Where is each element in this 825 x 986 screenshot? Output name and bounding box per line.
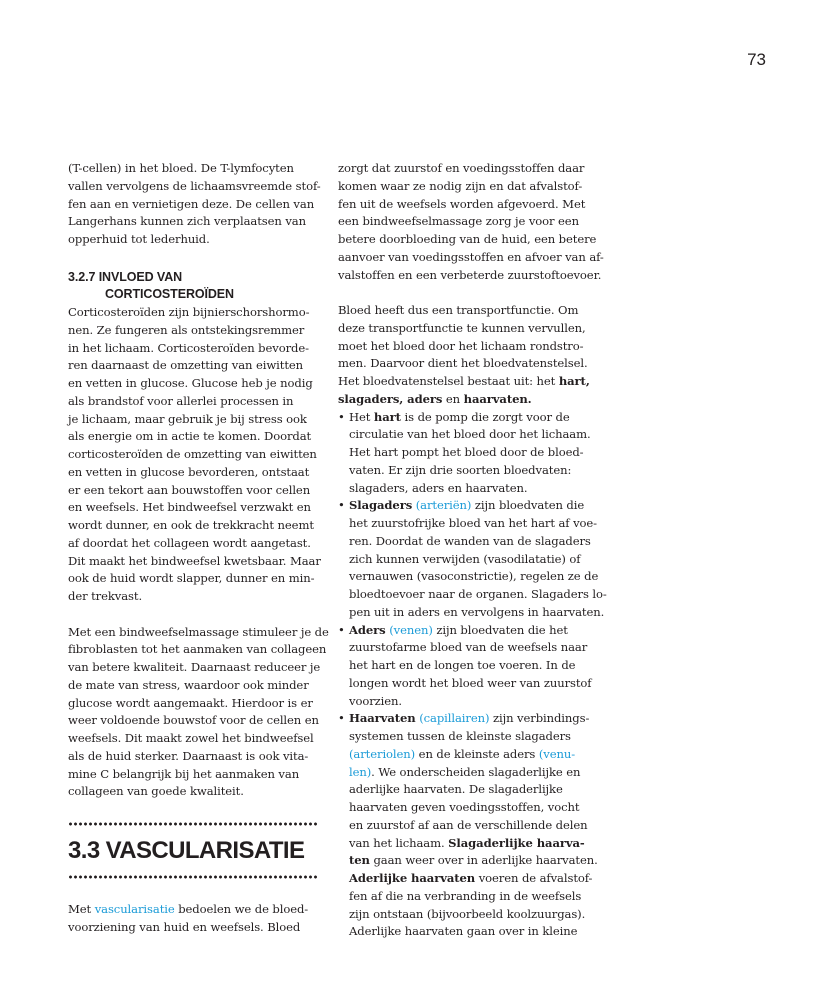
text-fragment: zijn bloedvaten die het — [432, 622, 568, 637]
term-haarvaten: haarvaten. — [463, 391, 532, 406]
text-line: fen aan en vernietigen deze. De cellen van — [68, 196, 315, 211]
text-line: valstoffen en een verbeterde zuurstoftoevoer. — [338, 267, 602, 282]
heading-line-2: CORTICOSTEROÏDEN — [105, 287, 234, 302]
text-line: Corticosteroïden zijn bijnierschorshormo- — [68, 305, 310, 319]
text-fragment: voeren de afvalstof- — [475, 871, 593, 885]
bullet-aders — [338, 622, 590, 711]
bullet-icon: • — [338, 409, 345, 424]
text-line: deze transportfunctie te kunnen vervullen, — [338, 320, 586, 335]
term-bold: ten — [349, 853, 370, 868]
text-line: betere doorbloeding van de huid, een betere — [338, 232, 597, 246]
text-line: ren. Doordat de wanden van de slagaders — [349, 533, 591, 548]
vascularisation-intro — [68, 901, 319, 937]
text-fragment: Met — [68, 902, 95, 916]
paragraph-transport — [338, 302, 590, 409]
text-line: zijn ontstaan (bijvoorbeeld koolzuurgas). — [349, 906, 586, 921]
text-line: voorzien. — [349, 693, 402, 708]
text-line: circulatie van het bloed door het lichaam. — [349, 427, 591, 442]
term-slagaders-aders: slagaders, aders — [338, 391, 443, 406]
text-line: vaten. Er zijn drie soorten bloedvaten: — [349, 462, 572, 477]
paragraph-corticosteroids — [68, 304, 319, 606]
text-line: komen waar ze nodig zijn en dat afvalstof- — [338, 178, 583, 193]
text-line: zich kunnen verwijden (vasodilatatie) of — [349, 551, 581, 566]
term-bold: Slagaderlijke haarva- — [448, 835, 585, 850]
text-line: als brandstof voor allerlei processen in — [68, 393, 294, 408]
text-fragment: Het bloedvatenstelsel bestaat uit: het — [338, 374, 556, 388]
term-bold: hart — [373, 409, 401, 424]
term-bold: Aderlijke haarvaten — [349, 871, 476, 885]
term-arterien: (arteriën) — [415, 498, 472, 513]
text-line: af doordat het collageen wordt aangetast. — [68, 535, 311, 550]
term-bold: Slagaders — [349, 498, 413, 513]
heading-number: 3.2.7 — [68, 269, 96, 284]
text-line: er een tekort aan bouwstoffen voor cellen — [68, 482, 311, 497]
text-line: fibroblasten tot het aanmaken van collageen — [68, 642, 327, 657]
text-line: pen uit in aders en vervolgens in haarvaten. — [349, 604, 605, 619]
text-line: en weefsels. Het bindweefsel verzwakt en — [68, 500, 311, 515]
text-line: als energie om in actie te komen. Doordat — [68, 429, 312, 444]
text-line: aderlijke haarvaten. De slagaderlijke — [349, 782, 563, 797]
dotted-divider-top — [68, 822, 318, 826]
section-title: 3.3 VASCULARISATIE — [68, 837, 305, 864]
paragraph-massage — [68, 624, 329, 802]
paragraph-blood-supply — [338, 160, 604, 284]
text-line: wordt dunner, en ook de trekkracht neemt — [68, 518, 314, 532]
text-fragment: bedoelen we de bloed- — [174, 902, 309, 916]
heading-line-1: INVLOED VAN — [98, 269, 183, 284]
text-line: systemen tussen de kleinste slagaders — [349, 729, 571, 743]
subsection-heading — [68, 269, 319, 305]
left-column — [68, 160, 329, 801]
term-venulen-cont: len) — [349, 764, 372, 779]
text-line: collageen van goede kwaliteit. — [68, 784, 244, 799]
text-line: en zuurstof af aan de verschillende delen — [349, 817, 588, 832]
text-line: in het lichaam. Corticosteroïden bevorde- — [68, 340, 309, 355]
bullet-hart — [338, 409, 590, 498]
term-hart: hart, — [558, 374, 590, 388]
text-line: glucose wordt aangemaakt. Hierdoor is er — [68, 695, 313, 710]
text-line: Met een bindweefselmassage stimuleer je de — [68, 624, 329, 639]
text-line: Het hart pompt het bloed door de bloed- — [349, 445, 584, 459]
text-fragment: . We onderscheiden slagaderlijke en — [371, 764, 581, 779]
text-line: weer voldoende bouwstof voor de cellen en — [68, 713, 319, 728]
text-line: voorziening van huid en weefsels. Bloed — [68, 919, 301, 934]
term-venen: (venen) — [389, 622, 433, 637]
text-line: het zuurstofrijke bloed van het hart af voe- — [349, 516, 597, 530]
text-line: nen. Ze fungeren als ontstekingsremmer — [68, 322, 305, 337]
text-line: corticosteroïden de omzetting van eiwitten — [68, 447, 317, 461]
text-line: zuurstofarme bloed van de weefsels naar — [349, 640, 588, 655]
bullet-icon: • — [338, 498, 345, 513]
text-line: men. Daarvoor dient het bloedvatenstelsel. — [338, 356, 588, 371]
text-fragment: en de kleinste aders — [415, 746, 539, 761]
text-fragment: gaan weer over in aderlijke haarvaten. — [369, 853, 598, 868]
dotted-divider-bottom — [68, 875, 318, 879]
text-fragment: en — [442, 391, 464, 406]
text-fragment: zijn bloedvaten die — [471, 498, 585, 513]
text-line: en vetten in glucose. Glucose heb je nodig — [68, 376, 313, 390]
text-line: mine C belangrijk bij het aanmaken van — [68, 766, 300, 781]
text-line: der trekvast. — [68, 589, 143, 603]
text-line: zorgt dat zuurstof en voedingsstoffen daar — [338, 161, 585, 175]
text-line: opperhuid tot lederhuid. — [68, 232, 210, 246]
term-vascularisatie: vascularisatie — [94, 902, 175, 916]
right-column — [338, 160, 607, 941]
text-line: van betere kwaliteit. Daarnaast reduceer je — [68, 660, 321, 674]
text-line: aanvoer van voedingsstoffen en afvoer van af- — [338, 249, 604, 264]
text-fragment: is de pomp die zorgt voor de — [400, 409, 570, 424]
text-line: bloedtoevoer naar de organen. Slagaders lo- — [349, 587, 607, 601]
text-fragment: van het lichaam. — [349, 835, 449, 850]
page-number: 73 — [747, 50, 766, 69]
text-fragment: zijn verbindings- — [489, 711, 590, 726]
text-line: je lichaam, maar gebruik je bij stress ook — [68, 411, 307, 426]
term-arteriolen: (arteriolen) — [349, 746, 416, 761]
bullet-icon: • — [338, 622, 345, 637]
text-line: Bloed heeft dus een transportfunctie. Om — [338, 303, 579, 317]
text-line: een bindweefselmassage zorg je voor een — [338, 214, 579, 229]
term-bold: Aders — [349, 622, 386, 637]
text-line: de mate van stress, waardoor ook minder — [68, 677, 309, 692]
text-line: (T-cellen) in het bloed. De T-lymfocyten — [68, 161, 294, 175]
text-line: vallen vervolgens de lichaamsvreemde stof- — [68, 178, 321, 193]
text-line: vernauwen (vasoconstrictie), regelen ze de — [349, 569, 599, 584]
text-line: Dit maakt het bindweefsel kwetsbaar. Maar — [68, 553, 321, 568]
bullet-haarvaten — [338, 710, 598, 941]
text-line: als de huid sterker. Daarnaast is ook vita- — [68, 748, 309, 763]
text-line: slagaders, aders en haarvaten. — [349, 480, 528, 495]
text-line: fen uit de weefsels worden afgevoerd. Met — [338, 196, 586, 211]
text-line: moet het bloed door het lichaam rondstro- — [338, 338, 584, 353]
term-venulen: (venu- — [538, 746, 576, 761]
text-line: haarvaten geven voedingsstoffen, vocht — [349, 800, 580, 814]
text-line: ook de huid wordt slapper, dunner en min- — [68, 571, 315, 586]
text-line: Aderlijke haarvaten gaan over in kleine — [349, 924, 578, 939]
intro-paragraph — [68, 160, 319, 249]
text-line: het hart en de longen toe voeren. In de — [349, 658, 576, 672]
text-fragment: Het — [349, 409, 374, 424]
text-line: en vetten in glucose bevorderen, ontstaat — [68, 464, 310, 479]
text-line: ren daarnaast de omzetting van eiwitten — [68, 358, 304, 373]
text-line: longen wordt het bloed weer van zuurstof — [349, 675, 592, 690]
text-line: fen af die na verbranding in de weefsels — [349, 888, 582, 903]
bullet-icon: • — [338, 711, 345, 726]
text-line: weefsels. Dit maakt zowel het bindweefsel — [68, 731, 314, 745]
bullet-slagaders — [338, 497, 607, 621]
term-capillairen: (capillairen) — [419, 711, 490, 726]
term-bold: Haarvaten — [349, 711, 416, 726]
text-line: Langerhans kunnen zich verplaatsen van — [68, 214, 306, 229]
